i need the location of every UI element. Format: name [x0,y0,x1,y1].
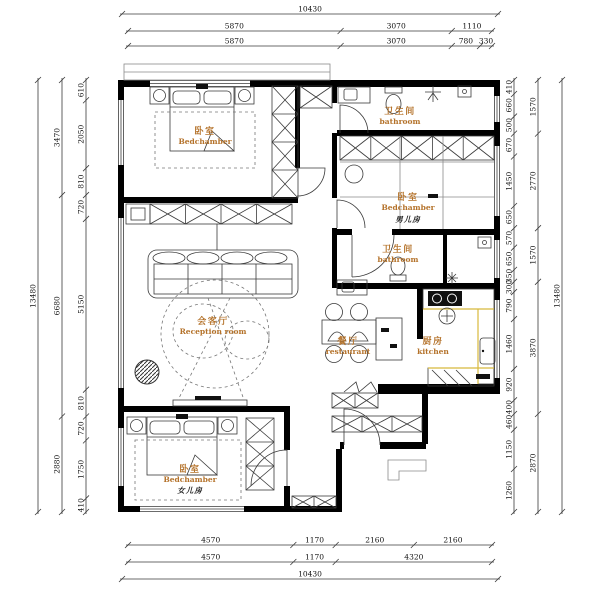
folding-door [344,382,377,392]
room-label-kitchen [417,335,449,356]
dim-label: 2160 [443,535,463,545]
dim-label: 2880 [52,454,62,474]
dim-label: 350 [504,268,514,284]
sofa-cushion [153,252,185,264]
wall [417,289,423,339]
floor-drain-icon [446,272,458,284]
nightstand [222,420,234,432]
wall [443,235,447,283]
dining-chair [326,304,343,321]
room-label-bedroom-boy [381,191,435,224]
outdoor-bench [388,460,426,480]
dim-label: 5870 [224,36,244,46]
room-label-reception [180,315,247,336]
wall [340,442,344,449]
toilet-icon [390,275,406,281]
room-name-en: kitchen [417,347,449,356]
drain-box [478,237,491,248]
dim-label: 6680 [52,296,62,316]
wok-icon [441,310,453,322]
sideboard [390,344,397,348]
wall [337,229,352,235]
bed [176,414,188,419]
room-label-bathroom-main [380,105,421,126]
drain-box [458,86,471,97]
room-name-zh: 卫生间 [384,107,416,117]
dim-label: 1150 [504,439,514,459]
dim-label: 5150 [76,294,86,314]
tv-stand [173,400,247,406]
bed [196,84,208,89]
dim-label: 1570 [528,245,538,265]
shower-icon [425,86,441,102]
room-name-zh: 卫生间 [382,245,414,255]
appliance-cabinet [126,204,150,224]
dim-label: 4570 [201,535,221,545]
wall [337,130,494,136]
drain-box [463,90,467,94]
room-name-zh: 卧室 [194,127,216,137]
furniture [127,84,495,500]
room-name-en: Bedchamber [178,137,232,146]
dim-label: 10430 [298,4,322,14]
wall [422,384,500,394]
dim-label: 4570 [201,552,221,562]
dim-label: 1170 [304,552,325,562]
toilet-icon [385,87,402,93]
dim-label: 570 [504,230,514,246]
dim-label: 3070 [386,21,406,31]
sofa-cushion [221,252,253,264]
dim-label: 720 [76,199,86,215]
dim-label: 780 [458,36,474,46]
wall [378,384,422,394]
appliance-cabinet [131,208,145,220]
room-name-zh: 卧室 [397,193,419,203]
dim-label: 13480 [28,284,38,308]
dim-label: 810 [76,395,86,411]
wall [380,442,426,449]
dim-label: 720 [76,421,86,436]
dim-label: 3870 [528,338,538,358]
dim-label: 4320 [404,552,424,562]
dim-label: 660 [504,98,514,113]
nightstand [131,420,143,432]
dim-label: 3470 [52,127,62,148]
dim-label: 500 [504,117,514,133]
wall [392,229,494,235]
sofa [148,250,298,298]
dim-label: 1260 [504,480,514,501]
dim-label: 5870 [224,21,244,31]
wall [118,406,290,412]
wall [336,449,342,512]
pillow [173,91,200,104]
dim-label: 1170 [304,535,325,545]
room-label-bathroom-second [378,243,419,264]
sideboard [376,318,402,360]
dim-label: 1570 [528,97,538,117]
room-name-sub: 女儿房 [177,486,203,495]
room-name-en: bathroom [377,255,419,264]
dim-label: 2160 [365,535,385,545]
dim-label: 330 [478,36,494,46]
dim-label: 1460 [504,334,514,354]
dim-label: 650 [504,251,514,266]
door-arc [340,105,368,133]
counter [476,374,490,379]
dim-label: 410 [76,498,86,513]
dim-label: 920 [504,377,514,392]
pillow [184,421,214,434]
dim-label: 1110 [462,21,482,31]
dim-label: 1750 [76,459,86,479]
dim-label: 2050 [76,124,86,144]
room-name-zh: 卧室 [179,465,201,475]
wall [284,486,290,512]
room-name-sub: 男儿房 [395,215,421,224]
door-arc [337,200,365,228]
dining-chair [351,304,368,321]
dim-label: 300 [504,279,514,295]
dim-label: 670 [504,137,514,153]
dim-label: 650 [504,209,514,225]
sofa-cushion [187,252,219,264]
counter-hatch [432,370,472,386]
door-arc [297,168,325,196]
nightstand [239,90,251,102]
wall [332,228,337,288]
room-name-en: Bedchamber [381,203,435,212]
dim-label: 2770 [528,171,538,191]
room-name-zh: 会客厅 [197,317,229,327]
dim-label: 1450 [504,171,514,191]
room-name-en: restaurant [325,347,371,356]
nightstand [154,90,166,102]
wall [332,133,337,198]
stool [345,165,363,183]
dim-label: 810 [76,174,86,189]
tatami-grid [428,194,438,198]
dim-label: 400 [504,399,514,415]
tv-icon [195,396,221,400]
dim-label: 460 [504,414,514,430]
dim-label: 410 [504,79,514,95]
pillow [150,421,180,434]
sink-icon [344,89,357,100]
room-name-en: Reception room [179,327,247,336]
dim-label: 610 [76,82,86,98]
sofa-cushion [255,252,287,264]
fridge-icon [482,350,484,352]
side-table [135,360,159,384]
wall [295,86,300,168]
dim-label: 10430 [298,569,322,579]
wall [332,87,337,103]
wall [422,392,428,444]
dim-label: 3070 [386,36,406,46]
room-name-zh: 餐厅 [337,337,359,347]
dim-label: 13480 [552,284,562,308]
tv-projection-line [178,298,230,400]
room-name-en: Bedchamber [163,475,217,484]
room-name-en: bathroom [379,117,421,126]
dim-label: 2870 [528,453,538,473]
dim-label: 790 [504,298,514,313]
wall [118,197,298,203]
pillow [204,91,231,104]
tv-projection-line [208,298,244,400]
room-label-bedroom-master [178,125,232,146]
sideboard [381,328,389,332]
room-name-zh: 厨房 [422,337,444,347]
drain-box [483,241,487,245]
wall [337,283,494,289]
wall [284,412,290,450]
